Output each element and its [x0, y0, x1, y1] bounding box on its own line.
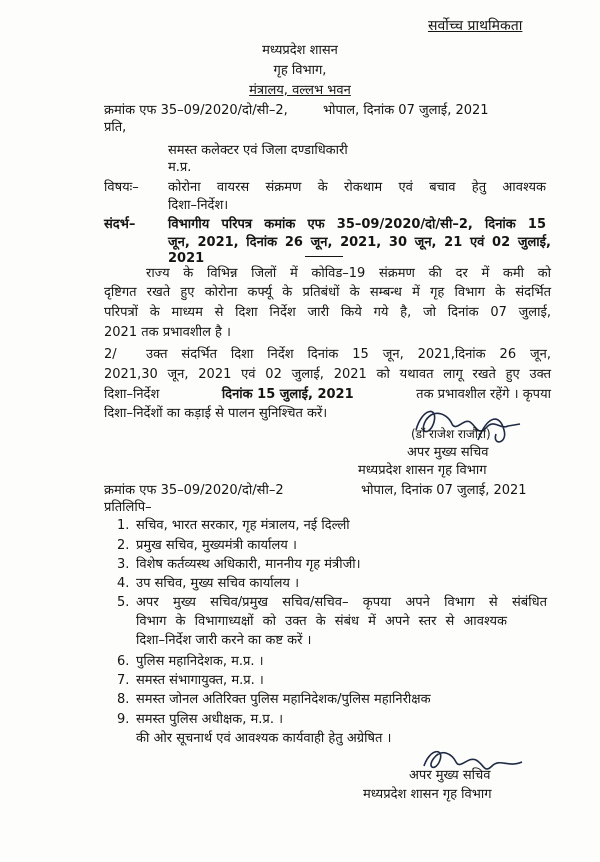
reference-line1: विभागीय परिपत्र कमांक एफ 35–09/2020/दो/सी–2, दिनांक 15 — [168, 217, 546, 232]
copy-item-2: प्रमुख सचिव, मुख्यमंत्री कार्यालय । — [136, 538, 297, 553]
reference-label: संदर्भ– — [104, 217, 136, 232]
signatory-2-dept: मध्यप्रदेश शासन गृह विभाग — [363, 787, 492, 802]
para2-line4: दिशा–निर्देशों का कड़ाई से पालन सुनिश्चित करें। — [104, 406, 328, 421]
para2-line3-end: तक प्रभावशील रहेंगे । कृपया — [416, 387, 551, 402]
copy-item-5-line1: अपर मुख्य सचिव/प्रमुख सचिव/सचिव– कृपया अपने विभाग से संबंधित — [136, 595, 547, 610]
header-government: मध्यप्रदेश शासन — [262, 43, 338, 58]
order-number: क्रमांक एफ 35–09/2020/दो/सी–2, — [104, 103, 288, 118]
copy-item-6-num: 6. — [117, 654, 130, 669]
addressee-line1: समस्त कलेक्टर एवं जिला दण्डाधिकारी — [168, 143, 348, 158]
para1-line2: दृष्टिगत रखते हुए कोरोना कर्फ्यू के प्रतिबंधों के सम्बन्ध में गृह विभाग के संदर्भित — [104, 285, 551, 300]
signatory-1-title: अपर मुख्य सचिव — [407, 445, 489, 460]
copy-item-7: समस्त संभागायुक्त, म.प्र. । — [136, 673, 264, 688]
reference-line2: जून, 2021, दिनांक 26 जून, 2021, 30 जून, 21 एवं 02 जुलाई, 2021 — [168, 235, 551, 266]
copy-item-5-line3: दिशा–निर्देश जारी करने का कष्ट करें । — [136, 633, 312, 648]
copy-item-4: उप सचिव, मुख्य सचिव कार्यालय । — [136, 576, 300, 591]
copy-item-8-num: 8. — [117, 692, 130, 707]
to-label: प्रति, — [104, 120, 127, 135]
subject-line2: दिशा–निर्देश। — [168, 198, 229, 213]
subject-line1: कोरोना वायरस संक्रमण के रोकथाम एवं बचाव हेतु आवश्यक — [168, 180, 546, 195]
para2-number: 2/ — [104, 347, 117, 362]
para1-line1: राज्य के विभिन्न जिलों में कोविड–19 संक्रमण की दर में कमी को — [146, 266, 551, 281]
signatory-2-title: अपर मुख्य सचिव — [409, 768, 491, 783]
subject-label: विषयः– — [104, 180, 139, 195]
header-department: गृह विभाग, — [273, 63, 327, 78]
signatory-1-dept: मध्यप्रदेश शासन गृह विभाग — [358, 463, 487, 478]
header-ministry-text: मंत्रालय, वल्लभ भवन — [249, 83, 351, 98]
priority-label: सर्वोच्च प्राथमिकता — [428, 18, 523, 34]
signature-1-scribble — [408, 400, 528, 450]
copy-item-4-num: 4. — [117, 576, 130, 591]
copy-item-3-num: 3. — [117, 557, 130, 572]
copy-item-2-num: 2. — [117, 538, 130, 553]
copy-footer: की ओर सूचनार्थ एवं आवश्यक कार्यवाही हेतु अग्रेषित । — [136, 731, 392, 746]
addressee-line2: म.प्र. — [168, 160, 192, 175]
copy-item-9-num: 9. — [117, 712, 130, 727]
para1-line3: परिपत्रों के माध्यम से दिशा निर्देश जारी किये गये है, जो दिनांक 07 जुलाई, — [104, 305, 551, 320]
para2-deadline: दिनांक 15 जुलाई, 2021 — [221, 387, 354, 402]
para2-line2: 2021,30 जून, 2021 एवं 02 जुलाई, 2021 को यथावत लागू रखते हुए उक्त — [104, 367, 551, 382]
copy-item-7-num: 7. — [117, 673, 130, 688]
copy-item-3: विशेष कर्तव्यस्थ अधिकारी, माननीय गृह मंत्रीजी। — [136, 557, 361, 572]
copy-item-8: समस्त जोनल अतिरिक्त पुलिस महानिदेशक/पुलिस महानिरीक्षक — [136, 692, 431, 707]
para2-line3-start: दिशा–निर्देश — [104, 387, 160, 402]
reference-divider — [305, 256, 343, 257]
copy-item-1-num: 1. — [117, 518, 130, 533]
copy-place-date: भोपाल, दिनांक 07 जुलाई, 2021 — [361, 483, 527, 498]
copy-label: प्रतिलिपि– — [104, 500, 152, 515]
para2-line1: उक्त संदर्भित दिशा निर्देश दिनांक 15 जून, 2021,दिनांक 26 जून, — [146, 347, 551, 362]
signatory-1-name: (डॉ राजेश राजौरा) — [411, 427, 491, 441]
copy-order-number: क्रमांक एफ 35–09/2020/दो/सी–2 — [104, 483, 284, 498]
copy-item-6: पुलिस महानिदेशक, म.प्र. । — [136, 654, 264, 669]
order-place-date: भोपाल, दिनांक 07 जुलाई, 2021 — [323, 103, 489, 118]
para1-line4: 2021 तक प्रभावशील है । — [104, 325, 231, 340]
copy-item-9: समस्त पुलिस अधीक्षक, म.प्र. । — [136, 712, 284, 727]
copy-item-5-line2: विभाग के विभागाध्यक्षों को उक्त के संबंध में अपने स्तर से आवश्यक — [136, 614, 507, 629]
copy-item-5-num: 5. — [117, 595, 130, 610]
copy-item-1: सचिव, भारत सरकार, गृह मंत्रालय, नई दिल्ली — [136, 518, 350, 533]
header-ministry — [0, 83, 600, 99]
